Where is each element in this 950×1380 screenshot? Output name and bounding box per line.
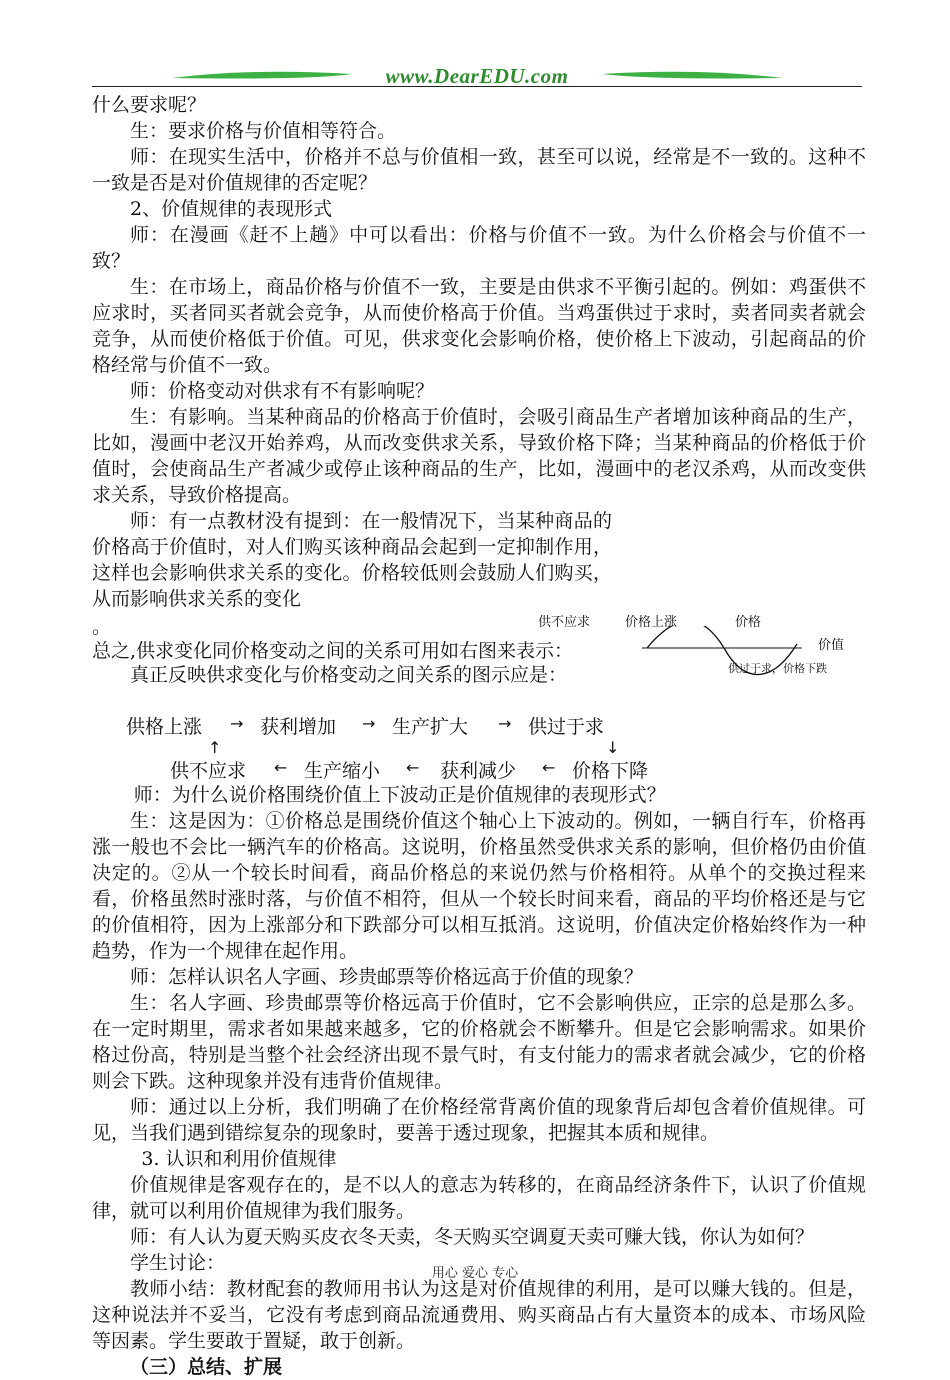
para-b7: 师：有人认为夏天购买皮衣冬天卖，冬天购买空调夏天卖可赚大钱，你认为如何？ <box>130 1226 815 1248</box>
header-rule <box>92 86 862 87</box>
flow-arrow-right-1: → <box>230 714 244 733</box>
flow-bottom-2: 生产缩小 <box>304 760 381 782</box>
document-body <box>92 92 866 1380</box>
wave-diagram-block <box>92 612 866 688</box>
flow-diagram <box>92 688 866 786</box>
flow-arrow-left-2: ← <box>406 758 420 777</box>
flow-bottom-1: 供不应求 <box>170 760 247 782</box>
page-footer: 用心 爱心 专心 <box>431 1266 519 1281</box>
wave-line-2: 真正反映供求变化与价格变动之间关系的图示应是： <box>130 664 568 686</box>
para-b2: 师：怎样认识名人字画、珍贵邮票等价格远高于价值的现象？ <box>130 966 644 988</box>
wave-label-fall: 供过于求，价格下跌 <box>728 662 827 675</box>
para-a7: 生：有影响。当某种商品的价格高于价值时，会吸引商品生产者增加该种商品的生产，比如，漫画中老汉开始养鸡，从而改变供求关系，导致价格下降；当某种商品的价格低于价值时，会使商品生产者减少或停止该种商品的生产，比如，漫画中的老汉杀鸡，从而改变供求关系，导致价格提高。 <box>92 406 866 506</box>
para-a3: 2、价值规律的表现形式 <box>130 198 333 220</box>
flow-arrow-right-2: → <box>362 714 376 733</box>
flow-arrow-left-1: ← <box>274 758 288 777</box>
flow-arrow-left-3: ← <box>542 758 556 777</box>
page-header <box>92 62 862 94</box>
wave-label-rise: 价格上涨 <box>625 615 678 630</box>
wave-label-value: 价值 <box>818 638 845 653</box>
flow-arrow-right-3: → <box>498 714 512 733</box>
flow-arrow-up: ↑ <box>208 738 222 757</box>
section-heading-summary: （三）总结、扩展 <box>130 1356 283 1378</box>
para-b0: 师：为什么说价格围绕价值上下波动正是价值规律的表现形式？ <box>133 784 666 806</box>
para-b6: 价值规律是客观存在的，是不以人的意志为转移的，在商品经济条件下，认识了价值规律，就可以利用价值规律为我们服务。 <box>92 1174 866 1222</box>
flow-top-4: 供过于求 <box>528 716 605 738</box>
flow-top-2: 获利增加 <box>260 716 337 738</box>
para-a2: 师：在现实生活中，价格并不总与价值相一致，甚至可以说，经常是不一致的。这种不一致是否是对价值规律的否定呢？ <box>92 146 866 194</box>
para-a6: 师：价格变动对供求有不有影响呢？ <box>130 380 435 402</box>
para-b8: 学生讨论： <box>130 1252 226 1274</box>
para-b3: 生：名人字画、珍贵邮票等价格远高于价值时，它不会影响供应，正宗的总是那么多。在一定时期里，需求者如果越来越多，它的价格就会不断攀升。但是它会影响需求。如果价格过份高，特别是当整个社会经济出现不景气时，有支付能力的需求者就会减少，它的价格则会下跌。这种现象并没有违背价值规律。 <box>92 992 866 1092</box>
wave-dot: 。 <box>92 616 112 638</box>
flow-bottom-3: 获利减少 <box>440 760 517 782</box>
flow-top-1: 供格上涨 <box>126 716 203 738</box>
para-a8: 师：有一点教材没有提到：在一般情况下，当某种商品的价格高于价值时，对人们购买该种商品会起到一定抑制作用，这样也会影响供求关系的变化。价格较低则会鼓励人们购买，从而影响供求关系的变化 <box>92 510 612 610</box>
wave-label-short: 供不应求 <box>538 615 591 630</box>
para-b5: 3. 认识和利用价值规律 <box>141 1148 337 1170</box>
site-logo-text: www.DearEDU.com <box>385 64 569 88</box>
para-b1: 生：这是因为：①价格总是围绕价值这个轴心上下波动的。例如，一辆自行车，价格再涨一般也不会比一辆汽车的价格高。这说明，价格虽然受供求关系的影响，但价格仍由价值决定的。②从一个较长时间看，商品价格总的来说仍然与价格相符。从单个的交换过程来看，价格虽然时涨时落，与价值不相符，但从一个较长时间来看，商品的平均价格还是与它的价值相符，因为上涨部分和下跌部分可以相互抵消。这说明，价值决定价格始终作为一种趋势，作为一个规律在起作用。 <box>92 810 866 962</box>
para-b4: 师：通过以上分析，我们明确了在价格经常背离价值的现象背后却包含着价值规律。可见，当我们遇到错综复杂的现象时，要善于透过现象，把握其本质和规律。 <box>92 1096 866 1144</box>
flow-top-3: 生产扩大 <box>392 716 469 738</box>
para-a0: 什么要求呢？ <box>92 94 207 116</box>
para-a1: 生：要求价格与价值相等符合。 <box>130 120 397 142</box>
flow-bottom-4: 价格下降 <box>572 760 649 782</box>
para-a4: 师：在漫画《赶不上趟》中可以看出：价格与价值不一致。为什么价格会与价值不一致？ <box>92 224 866 272</box>
para-b9: 教师小结：教材配套的教师用书认为这是对价值规律的利用，是可以赚大钱的。但是，这种说法并不妥当，它没有考虑到商品流通费用、购买商品占有大量资本的成本、市场风险等因素。学生要敢于置疑，敢于创新。 <box>92 1278 866 1352</box>
para-a5: 生：在市场上，商品价格与价值不一致，主要是由供求不平衡引起的。例如：鸡蛋供不应求时，买者同买者就会竞争，从而使价格高于价值。当鸡蛋供过于求时，卖者同卖者就会竞争，从而使价格低于价值。可见，供求变化会影响价格，使价格上下波动，引起商品的价格经常与价值不一致。 <box>92 276 866 376</box>
wave-line-1: 总之,供求变化同价格变动之间的关系可用如右图来表示： <box>92 640 574 662</box>
flow-arrow-down: ↓ <box>606 738 620 757</box>
wave-label-price: 价格 <box>735 615 762 630</box>
